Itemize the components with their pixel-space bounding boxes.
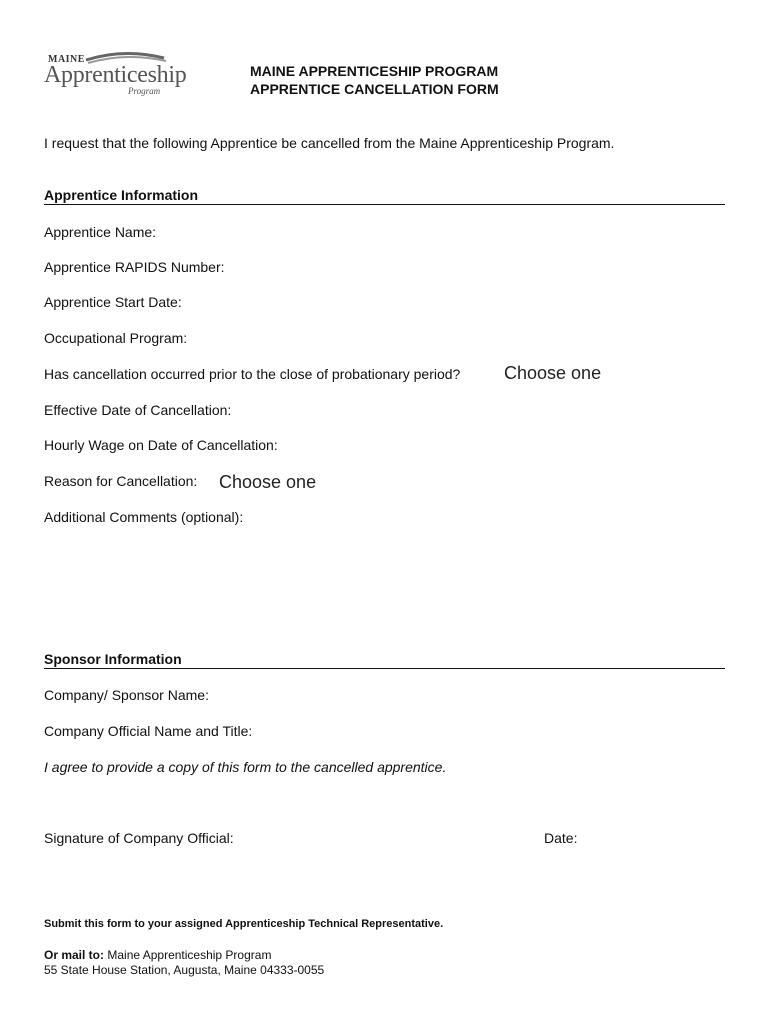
maine-apprenticeship-logo: [44, 48, 187, 108]
hourly-wage-field[interactable]: Hourly Wage on Date of Cancellation:: [44, 437, 278, 453]
apprentice-rapids-field[interactable]: Apprentice RAPIDS Number:: [44, 259, 225, 275]
apprentice-section-heading: Apprentice Information: [44, 187, 725, 205]
mail-prefix: Or mail to:: [44, 948, 105, 962]
probation-question-label: Has cancellation occurred prior to the close of probationary period?: [44, 366, 461, 382]
company-sponsor-name-field[interactable]: Company/ Sponsor Name:: [44, 687, 209, 703]
signature-field[interactable]: Signature of Company Official:: [44, 830, 234, 846]
apprentice-start-date-field[interactable]: Apprentice Start Date:: [44, 294, 182, 310]
mailing-address: [44, 948, 324, 978]
reason-choose-dropdown[interactable]: Choose one: [219, 472, 317, 492]
sponsor-section-heading: Sponsor Information: [44, 651, 725, 669]
logo-program-text: Program: [128, 86, 161, 96]
mail-street-address: 55 State House Station, Augusta, Maine 04333-0055: [44, 963, 325, 977]
signature-date-field[interactable]: Date:: [544, 830, 578, 846]
form-title-line1: MAINE APPRENTICESHIP PROGRAM: [250, 63, 499, 79]
effective-date-field[interactable]: Effective Date of Cancellation:: [44, 402, 232, 418]
probation-choose-dropdown[interactable]: Choose one: [504, 363, 602, 383]
additional-comments-field[interactable]: Additional Comments (optional):: [44, 509, 244, 525]
logo-maine-text: MAINE: [48, 54, 85, 65]
agreement-statement: I agree to provide a copy of this form to the cancelled apprentice.: [44, 759, 447, 775]
company-official-field[interactable]: Company Official Name and Title:: [44, 723, 253, 739]
submit-instructions: Submit this form to your assigned Apprenticeship Technical Representative.: [44, 918, 444, 930]
reason-label: Reason for Cancellation:: [44, 473, 198, 489]
form-title: [250, 62, 499, 98]
form-title-line2: APPRENTICE CANCELLATION FORM: [250, 81, 499, 97]
logo-wordmark: Apprenticeship: [44, 62, 187, 88]
occupational-program-field[interactable]: Occupational Program:: [44, 330, 188, 346]
mail-recipient: Maine Apprenticeship Program: [107, 948, 272, 962]
intro-statement: I request that the following Apprentice be cancelled from the Maine Apprenticeship Program.: [44, 135, 615, 151]
apprentice-name-field[interactable]: Apprentice Name:: [44, 224, 157, 240]
